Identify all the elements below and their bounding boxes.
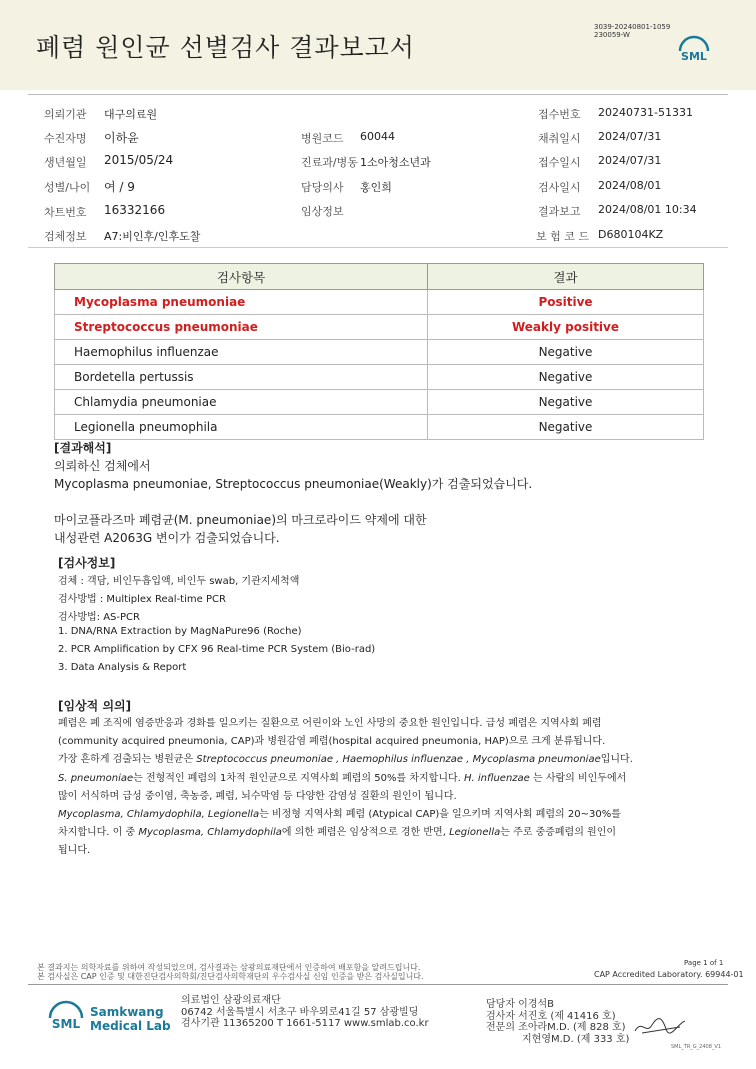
signatories: 담당자 이경석B 검사자 서진호 (제 41416 호) 전문의 조아라M.D. (제 828 호) 지현영M.D. (제 333 호) xyxy=(486,999,630,1045)
report-date: 2024/08/01 10:34 xyxy=(598,203,697,216)
test-result: Negative xyxy=(428,415,704,440)
receipt-date: 2024/07/31 xyxy=(598,154,662,167)
svg-text:SML: SML xyxy=(681,50,707,63)
date-of-birth: 2015/05/24 xyxy=(104,153,174,167)
test-result: Negative xyxy=(428,390,704,415)
footer-notice: 본 검사실은 CAP 인증 및 대한진단검사의학회/진단검사의학재단의 우수검사실 신임 인증을 받은 검사실입니다. xyxy=(37,972,424,981)
test-item: Legionella pneumophila xyxy=(55,415,428,440)
test-item: Haemophilus influenzae xyxy=(55,340,428,365)
test-info-line: 3. Data Analysis & Report xyxy=(58,662,187,673)
patient-name: 이하윤 xyxy=(104,131,139,145)
interpretation-text: 의뢰하신 검체에서 xyxy=(54,459,151,473)
cap-accreditation: CAP Accredited Laboratory. 69944-01 xyxy=(594,970,744,979)
hospital-code: 60044 xyxy=(360,130,395,143)
brand-name: Samkwang Medical Lab xyxy=(90,1005,171,1033)
lab-address: 의료법인 삼광의료재단 06742 서울특별시 서초구 바우뫼로41길 57 삼광빌딩 검사기관 11365200 T 1661-5117 www.smlab.co.kr xyxy=(181,995,429,1029)
clinical-text: 폐렴은 폐 조직에 염증반응과 경화를 일으키는 질환으로 어린이와 노인 사망의 중요한 원인입니다. 급성 폐렴은 지역사회 폐렴 (community acquired pneumonia, CAP)과 병원감염 폐렴(hospital acquired pneumonia, HAP)으로 크게 분류됩니다. 가장 흔하게 검출되는 병원균은 Streptococcus pneumoniae , Haemophilus influenzae , Mycoplasma pneumoniae입니다. S. pneumoniae는 전형적인 폐렴의 1차적 원인균으로 지역사회 폐렴의 50%를 차지합니다. H. influenzae 는 사람의 비인두에서 많이 서식하며 급성 중이염, 축농증, 폐렴, 뇌수막염 등 다양한 감염성 질환의 원인이 됩니다. Mycoplasma, Chlamydophila, Legionella는 비정형 지역사회 폐렴 (Atypical CAP)을 일으키며 지역사회 폐렴의 20~30%를 차지합니다. 이 중 Mycoplasma, Chlamydophila에 의한 폐렴은 임상적으로 경한 반면, Legionella는 주로 중증폐렴의 원인이 됩니다. xyxy=(58,718,633,857)
interpretation-text: 마이코플라즈마 폐렴균(M. pneumoniae)의 마크로라이드 약제에 대한 xyxy=(54,513,427,527)
institution: 대구의료원 xyxy=(104,108,158,121)
column-header-item: 검사항목 xyxy=(55,264,428,290)
footer-notice: 본 결과지는 의학자료를 위하여 작성되었으며, 검사결과는 삼광의료재단에서 인증하여 배포함을 알려드립니다. xyxy=(37,963,421,972)
interpretation-text: Mycoplasma pneumoniae, Streptococcus pneumoniae(Weakly)가 검출되었습니다. xyxy=(54,477,533,491)
table-row xyxy=(55,315,704,340)
page-title: 폐렴 원인균 선별검사 결과보고서 xyxy=(36,33,415,62)
insurance-code: D680104KZ xyxy=(598,228,664,241)
sml-logo-icon xyxy=(44,998,88,1042)
test-info-line: 1. DNA/RNA Extraction by MagNaPure96 (Roche) xyxy=(58,626,302,637)
form-number: SML_TR_G_2408_V1 xyxy=(671,1044,722,1050)
divider xyxy=(28,247,728,248)
specimen-info: A7:비인후/인후도찰 xyxy=(104,230,201,243)
test-result: Negative xyxy=(428,340,704,365)
interpretation-title: [결과해석] xyxy=(54,441,112,455)
chart-number: 16332166 xyxy=(104,203,166,217)
table-header xyxy=(55,264,704,290)
test-info-line: 검체 : 객담, 비인두흡입액, 비인두 swab, 기관지세척액 xyxy=(58,576,300,587)
test-info-title: [검사정보] xyxy=(58,556,116,570)
test-item: Streptococcus pneumoniae xyxy=(55,315,428,340)
sml-logo-icon xyxy=(674,33,714,73)
svg-text:SML: SML xyxy=(51,1017,81,1031)
department: 1소아청소년과 xyxy=(360,156,431,169)
test-item: Mycoplasma pneumoniae xyxy=(55,290,428,315)
test-item: Bordetella pertussis xyxy=(55,365,428,390)
test-info-line: 2. PCR Amplification by CFX 96 Real-time PCR System (Bio-rad) xyxy=(58,644,376,655)
table-row xyxy=(55,290,704,315)
table-row xyxy=(55,390,704,415)
test-result: Negative xyxy=(428,365,704,390)
column-header-result: 결과 xyxy=(428,264,704,290)
receipt-number: 20240731-51331 xyxy=(598,106,693,119)
doctor: 홍인희 xyxy=(360,181,392,194)
test-info-line: 검사방법: AS-PCR xyxy=(58,612,140,623)
page-number: Page 1 of 1 xyxy=(684,959,724,967)
test-date: 2024/08/01 xyxy=(598,179,662,192)
interpretation-text: 내성관련 A2063G 변이가 검출되었습니다. xyxy=(54,531,280,545)
document-id: 3039-20240801-1059 230059-W xyxy=(594,23,671,39)
clinical-title: [임상적 의의] xyxy=(58,699,132,713)
table-row xyxy=(55,340,704,365)
test-result: Weakly positive xyxy=(428,315,704,340)
test-result: Positive xyxy=(428,290,704,315)
results-table xyxy=(54,263,704,440)
test-item: Chlamydia pneumoniae xyxy=(55,390,428,415)
test-info-line: 검사방법 : Multiplex Real-time PCR xyxy=(58,594,226,605)
signature-icon xyxy=(632,1013,688,1039)
table-row xyxy=(55,365,704,390)
collection-date: 2024/07/31 xyxy=(598,130,662,143)
table-row xyxy=(55,415,704,440)
divider xyxy=(28,984,728,985)
divider xyxy=(28,94,728,95)
sex-age: 여 / 9 xyxy=(104,180,135,194)
